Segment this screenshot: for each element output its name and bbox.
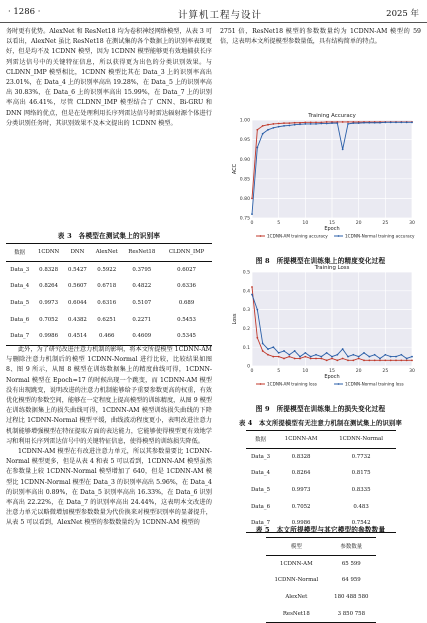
data-point: [374, 122, 376, 124]
data-point: [374, 359, 376, 361]
table-cell: 0.4382: [68, 316, 87, 323]
data-point: [310, 123, 312, 125]
table-row: [6, 295, 212, 312]
table-cell: 0.5453: [177, 316, 196, 323]
data-point: [256, 337, 258, 339]
data-point: [331, 356, 333, 358]
data-point: [283, 358, 285, 360]
data-point: [368, 359, 370, 361]
y-tick-label: 0.75: [239, 216, 250, 222]
page-number: · 1286 ·: [8, 7, 41, 17]
data-point: [347, 359, 349, 361]
table-cell: 0.8264: [291, 470, 311, 477]
data-point: [288, 125, 290, 127]
data-point: [395, 121, 397, 123]
column-header: ResNet18: [128, 249, 156, 256]
legend-marker: [260, 383, 262, 385]
data-point: [299, 358, 301, 360]
table-cell: Data_3: [250, 453, 270, 460]
x-tick-label: 25: [382, 369, 389, 374]
data-point: [267, 129, 269, 131]
table-5-grid: [266, 537, 376, 623]
column-header: 1CDNN-Normal: [339, 436, 383, 443]
table-cell: 0.5607: [68, 283, 87, 290]
year: 2025 年: [386, 9, 419, 19]
table-cell: 0.9973: [39, 300, 59, 307]
y-tick-label: 0.1: [242, 345, 250, 351]
data-point: [363, 122, 365, 124]
table-cell: Data_4: [10, 283, 30, 290]
data-point: [288, 122, 290, 124]
legend-marker: [260, 235, 262, 237]
table-cell: 0.5427: [68, 266, 87, 273]
table-cell: 0.8328: [39, 266, 59, 273]
paragraph-right-1: 2751 倍，ResNet18 模型的参数数量约为 1CDNN-AM 模型的 59 倍，这表明本文所提模型参数量低，具有结构简单的特点。: [220, 28, 421, 46]
legend-marker: [338, 235, 340, 237]
data-point: [278, 352, 280, 354]
table-4-grid: [246, 430, 396, 533]
data-point: [400, 121, 402, 123]
table-cell: Data_4: [250, 470, 270, 477]
y-tick-label: 0.80: [239, 197, 250, 202]
table-cell: 0.6251: [97, 316, 117, 323]
table-row: [6, 328, 212, 345]
table-cell: 0.689: [178, 300, 195, 307]
table-cell: 0.2271: [132, 316, 152, 323]
table-5-caption: 表 5 本文所提模型与其它模型的参数数量: [255, 526, 386, 534]
table-cell: 0.9986: [39, 333, 59, 340]
data-point: [379, 358, 381, 360]
figure-8-caption: 图 8 所提模型在训练集上的精度变化过程: [255, 257, 386, 265]
x-tick-label: 15: [329, 369, 335, 374]
data-point: [347, 123, 349, 125]
x-tick-label: 30: [409, 369, 415, 374]
table-cell: Data_6: [250, 503, 270, 510]
table-row: [266, 605, 376, 622]
data-point: [384, 359, 386, 361]
data-point: [347, 356, 349, 358]
data-point: [406, 358, 408, 360]
x-tick-label: 0: [250, 369, 254, 374]
data-point: [384, 354, 386, 356]
table-row: [266, 572, 376, 589]
data-point: [326, 359, 328, 361]
y-tick-label: 0: [247, 364, 250, 370]
column-header: 数据: [14, 250, 26, 257]
table-cell: 0.6044: [68, 300, 87, 307]
table-4: [220, 418, 421, 533]
y-tick-label: 1.00: [239, 118, 250, 124]
legend-entry: 1CDNN-AM training accuracy: [267, 233, 328, 239]
data-point: [336, 122, 338, 124]
data-point: [256, 309, 258, 311]
y-axis-label: ACC: [232, 163, 238, 175]
y-axis-label: Loss: [232, 313, 238, 325]
data-point: [251, 198, 253, 200]
column-header: DNN: [70, 249, 85, 256]
data-point: [267, 124, 269, 126]
data-point: [395, 359, 397, 361]
legend-marker: [338, 383, 340, 385]
column-header: 数据: [255, 437, 266, 444]
table-cell: 0.9973: [291, 487, 311, 494]
data-point: [283, 122, 285, 124]
data-point: [304, 356, 306, 358]
column-header: 模型: [290, 544, 302, 551]
y-tick-label: 0.3: [242, 308, 250, 314]
x-tick-label: 15: [329, 221, 335, 226]
data-point: [406, 121, 408, 123]
data-point: [411, 359, 413, 361]
x-axis-label: Epoch: [324, 226, 340, 232]
data-point: [304, 352, 306, 354]
paragraph-3: 1CDNN-AM 模型在有改进注意力单元，所以其参数量要比 1CDNN-Normal 模型更多，但是从表 4 和表 5 可以看到，1CDNN-AM 模型虽然在参数量上较 1CDNN-Normal 模型增加了 640，但是 1CDNN-AM 模型比 1CDNN-Normal 模型在 Data_3 的识别率高出 5.96%，在 Data_4 的识别率高出 0.89%，在 Data_5 识别率高出 16.33%，在 Data_6 识别率高出 22.22%，在 Data_7 的识别率高出 24.44%，这表明本文改进的注意力单元以略微增加模型参数数量为代价换来对模型识别率的显著提升，从表 5 可以看到，AlexNet 模型的参数数量约为 1CDNN-AM 模型的: [6, 448, 212, 527]
y-tick-label: 0.4: [242, 289, 250, 295]
data-point: [368, 356, 370, 358]
paragraph-2: 此外，为了研究改进注意力机制的影响，将本文所提模型 1CDNN-AM 与删除注意力机制后的模型 1CDNN-Normal 进行比较，比较结果如图 8、图 9 所示，从图 8 模型在训练数据集上的精度曲线可得，1CDNN-Normal 模型在 Epoch=17 的时候出现一个跳变，而 1CDNN-AM 模型没有出现跳变，说明改进的注意力机制能够给予重要参数更高的权重，有效优化模型的参数空间，能够在一定程度上提高模型的训练精度，从图 9 模型在训练数据集上的损失曲线可得，1CDNN-AM 模型训练损失曲线的下降过程比 1CDNN-Normal 模型平缓，曲线波动程度更小，表明改进注意力机制能够增强模型在特征提取方面的表达能力，它能够使得模型更有效地学习和利用长序列雷达信号中的关键特征信息，使得模型的训练损失降低。: [6, 346, 213, 445]
data-point: [347, 121, 349, 123]
table-cell: AlexNet: [285, 594, 308, 601]
data-point: [299, 356, 301, 358]
table-cell: Data_7: [10, 333, 30, 340]
table-cell: 0.5345: [177, 333, 196, 340]
table-cell: 0.8264: [39, 283, 59, 290]
table-cell: 0.6027: [177, 266, 196, 273]
data-point: [336, 354, 338, 356]
data-point: [384, 121, 386, 123]
data-point: [310, 358, 312, 360]
table-row: [6, 311, 212, 328]
training-loss-chart: [220, 262, 421, 396]
data-point: [342, 121, 344, 123]
chart-title: Training Loss: [314, 265, 350, 271]
table-row: [246, 448, 396, 465]
table-cell: Data_3: [10, 266, 30, 273]
data-point: [304, 121, 306, 123]
data-point: [315, 123, 317, 125]
left-column: [6, 27, 212, 129]
data-point: [368, 122, 370, 124]
table-cell: 0.7052: [39, 316, 59, 323]
journal-title: 计算机工程与设计: [178, 10, 263, 21]
data-point: [278, 126, 280, 128]
data-point: [256, 147, 258, 149]
data-point: [315, 354, 317, 356]
paragraph-1: 务时更有优势。AlexNet 和 ResNet18 均为卷积神经网络模型，从表 3 可以看出，AlexNet 虽比 ResNet18 在测试集的各个数据上的识别率表现更好，但是均不及 1CDNN 模型，因为 1CDNN 模型能够更有效地捕获长序列雷达信号中的关键特征信息，所以获得更为出色的分类识别效果。与 CLDNN_IMP 模型相比，1CDNN 模型比其在 Data_3 上的识别率高出 23.01%，在 Data_4 上的识别率高出 19.28%，在 Data_5 上的识别率高出 30.83%，在 Data_6 上的识别率高出 15.99%，在 Data_7 上的识别率高出 46.41%，尽管 CLDNN_IMP 模型结合了 CNN、Bi-GRU 和 DNN 网络的优点，但是在处理利用长序列雷达信号时雷达辐射源个体进行分类识别任务时，其识别效果不及本文提出的 1CDNN 模型。: [6, 28, 212, 127]
data-point: [411, 121, 413, 123]
table-cell: 0.7052: [291, 503, 311, 510]
x-tick-label: 5: [277, 221, 281, 226]
x-tick-label: 10: [302, 221, 309, 226]
x-tick-label: 20: [355, 369, 362, 374]
data-point: [390, 359, 392, 361]
table-row: [246, 498, 396, 515]
data-point: [374, 354, 376, 356]
table-cell: 0.7542: [351, 520, 371, 527]
table-cell: 0.9986: [291, 520, 311, 527]
data-point: [262, 125, 264, 127]
data-point: [395, 356, 397, 358]
data-point: [267, 354, 269, 356]
data-point: [315, 358, 317, 360]
figure-8: [220, 110, 421, 265]
data-point: [342, 348, 344, 350]
training-accuracy-chart: [220, 110, 421, 248]
page-header: [0, 0, 427, 23]
data-point: [331, 122, 333, 124]
table-5: [220, 524, 421, 623]
table-4-caption: 表 4 本文所提模型有无注意力机制在测试集上的识别率: [239, 420, 402, 427]
data-point: [400, 359, 402, 361]
data-point: [256, 129, 258, 131]
data-point: [320, 358, 322, 360]
data-point: [283, 125, 285, 127]
x-tick-label: 0: [250, 221, 254, 226]
data-point: [342, 358, 344, 360]
data-point: [411, 356, 413, 358]
data-point: [326, 352, 328, 354]
data-point: [251, 294, 253, 296]
data-point: [272, 356, 274, 358]
table-cell: 64 959: [341, 577, 361, 584]
data-point: [400, 354, 402, 356]
data-point: [288, 354, 290, 356]
y-tick-label: 0.5: [242, 270, 250, 276]
data-point: [278, 123, 280, 125]
data-point: [267, 348, 269, 350]
table-cell: 0.6336: [177, 283, 196, 290]
table-cell: 0.483: [353, 503, 369, 510]
data-point: [358, 356, 360, 358]
table-3-caption: 表 3 各模型在测试集上的识别率: [57, 232, 161, 240]
right-column: [220, 27, 421, 47]
data-point: [251, 213, 253, 215]
data-point: [320, 356, 322, 358]
data-point: [283, 350, 285, 352]
table-cell: ResNet18: [282, 610, 310, 617]
table-cell: 0.466: [98, 333, 115, 340]
table-cell: 180 488 580: [334, 594, 369, 601]
table-cell: 0.8335: [351, 487, 371, 494]
data-point: [390, 121, 392, 123]
x-tick-label: 25: [382, 221, 389, 226]
data-point: [278, 356, 280, 358]
data-point: [272, 346, 274, 348]
data-point: [251, 286, 253, 288]
data-point: [315, 121, 317, 123]
column-header: CLDNN_IMP: [168, 249, 205, 256]
data-point: [390, 356, 392, 358]
figure-9: [220, 262, 421, 413]
data-point: [352, 122, 354, 124]
data-point: [406, 359, 408, 361]
data-point: [379, 359, 381, 361]
table-cell: Data_7: [250, 520, 270, 527]
data-point: [310, 356, 312, 358]
data-point: [299, 123, 301, 125]
table-cell: 0.6316: [97, 300, 117, 307]
x-tick-label: 5: [277, 369, 281, 374]
table-cell: 0.8328: [291, 453, 311, 460]
table-cell: 0.3795: [132, 266, 152, 273]
legend-entry: 1CDNN-Normal training loss: [345, 381, 404, 387]
table-row: [246, 482, 396, 499]
left-column-lower: [6, 345, 212, 529]
x-tick-label: 30: [409, 221, 415, 226]
column-header: AlexNet: [95, 249, 118, 256]
data-point: [304, 123, 306, 125]
data-point: [272, 127, 274, 129]
table-cell: 0.8175: [351, 470, 371, 477]
data-point: [310, 121, 312, 123]
column-header: 1CDNN: [37, 249, 60, 256]
data-point: [294, 122, 296, 124]
table-row: [246, 465, 396, 482]
table-3: [6, 230, 212, 346]
figure-9-caption: 图 9 所提模型在训练集上的损失变化过程: [255, 405, 386, 413]
data-point: [326, 121, 328, 123]
table-cell: 0.6718: [97, 283, 117, 290]
table-cell: Data_5: [10, 300, 30, 307]
data-point: [320, 123, 322, 125]
x-tick-label: 20: [355, 221, 362, 226]
table-cell: Data_6: [10, 316, 30, 323]
table-3-grid: [6, 243, 212, 346]
table-cell: 3 850 758: [337, 610, 366, 617]
data-point: [262, 350, 264, 352]
y-tick-label: 0.85: [239, 177, 250, 183]
column-header: 1CDNN-AM: [284, 436, 318, 443]
data-point: [352, 354, 354, 356]
data-point: [294, 350, 296, 352]
table-cell: 0.4609: [132, 333, 152, 340]
table-row: [266, 555, 376, 572]
data-point: [262, 343, 264, 345]
data-point: [331, 358, 333, 360]
legend-entry: 1CDNN-Normal training accuracy: [345, 233, 415, 239]
legend-entry: 1CDNN-AM training loss: [267, 381, 317, 387]
chart-title: Training Accuracy: [308, 113, 356, 119]
column-header: 参数数量: [340, 544, 363, 551]
table-cell: 0.5922: [97, 266, 117, 273]
data-point: [326, 123, 328, 125]
table-cell: 0.7732: [351, 453, 371, 460]
table-cell: Data_5: [250, 487, 270, 494]
y-tick-label: 0.95: [239, 138, 250, 144]
table-cell: 65 599: [341, 560, 361, 567]
data-point: [262, 133, 264, 135]
x-tick-label: 10: [302, 369, 309, 374]
data-point: [352, 359, 354, 361]
table-cell: 0.4822: [132, 283, 152, 290]
data-point: [294, 124, 296, 126]
table-row: [6, 278, 212, 295]
data-point: [342, 149, 344, 151]
data-point: [363, 359, 365, 361]
data-point: [358, 122, 360, 124]
data-point: [272, 123, 274, 125]
y-tick-label: 0.90: [239, 157, 250, 163]
data-point: [299, 122, 301, 124]
data-point: [363, 352, 365, 354]
table-cell: 1CDNN-AM: [280, 560, 313, 567]
data-point: [294, 358, 296, 360]
data-point: [358, 358, 360, 360]
x-axis-label: Epoch: [324, 374, 340, 380]
data-point: [379, 122, 381, 124]
y-tick-label: 0.2: [242, 327, 250, 332]
data-point: [288, 356, 290, 358]
table-cell: 0.4514: [68, 333, 87, 340]
table-cell: 0.5107: [132, 300, 152, 307]
table-row: [266, 589, 376, 606]
data-point: [336, 359, 338, 361]
table-row: [6, 261, 212, 278]
table-cell: 1CDNN-Normal: [274, 577, 319, 584]
